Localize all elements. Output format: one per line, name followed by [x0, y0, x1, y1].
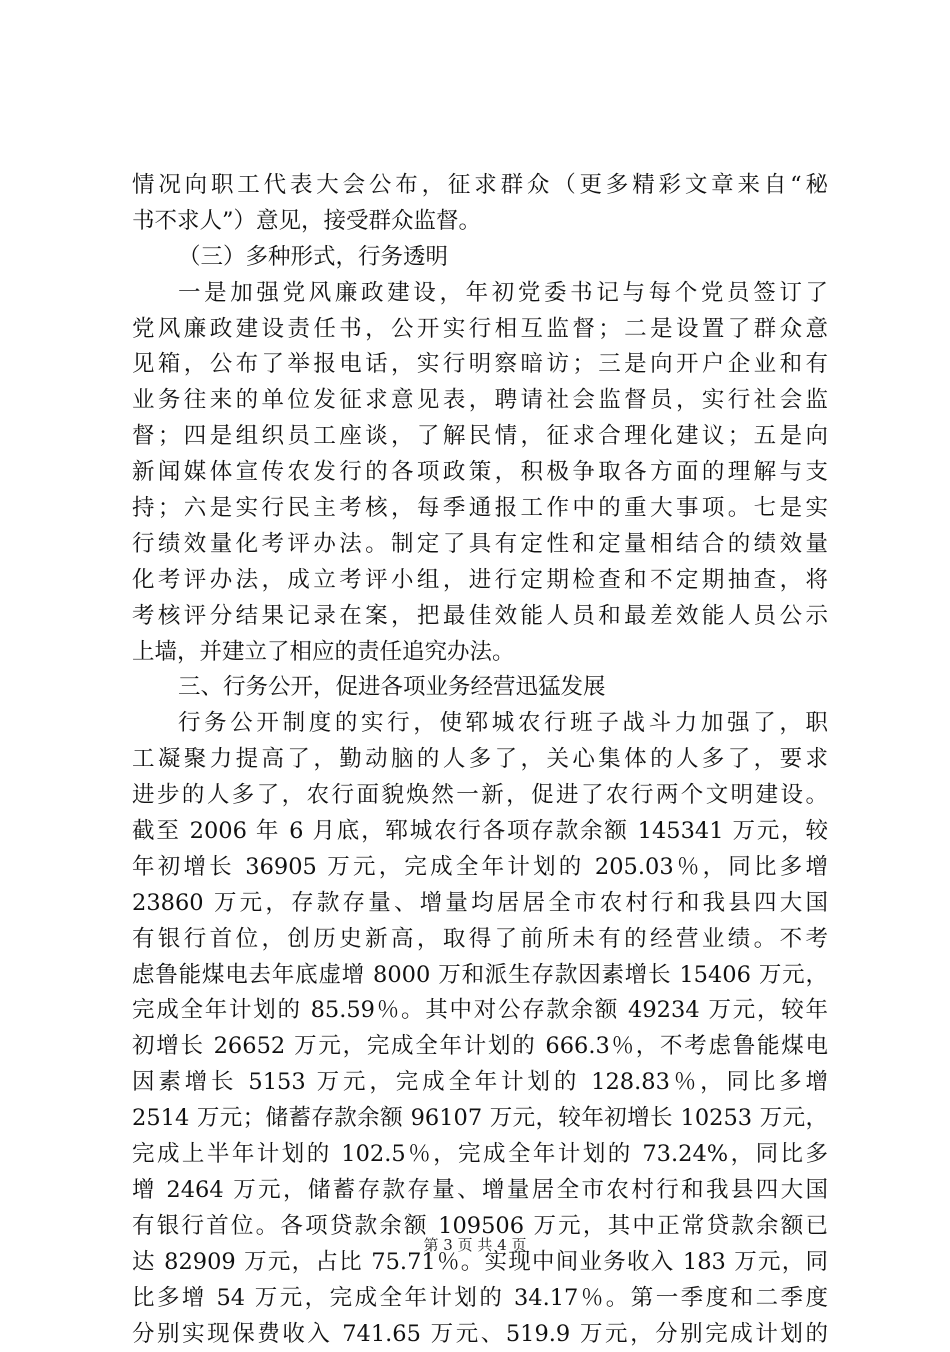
text-line: 见箱，公布了举报电话，实行明察暗访；三是向开户企业和有: [132, 347, 828, 383]
text-line: 有银行首位，创历史新高，取得了前所未有的经营业绩。不考: [132, 922, 828, 958]
text-line: 持；六是实行民主考核，每季通报工作中的重大事项。七是实: [132, 491, 828, 527]
page-footer: 第 3 页 共 4 页: [0, 1234, 950, 1255]
text-line: 工凝聚力提高了，勤动脑的人多了，关心集体的人多了，要求: [132, 742, 828, 778]
text-line: 考核评分结果记录在案，把最佳效能人员和最差效能人员公示: [132, 599, 828, 635]
text-line: 书不求人”）意见，接受群众监督。: [132, 204, 828, 240]
section-heading: （三）多种形式，行务透明: [132, 240, 828, 276]
body-text: [132, 168, 828, 1352]
text-line: 有银行首位。各项贷款余额 109506 万元，其中正常贷款余额已: [132, 1209, 828, 1245]
text-line: 完成上半年计划的 102.5％，完成全年计划的 73.24%，同比多: [132, 1137, 828, 1173]
text-line: 比多增 54 万元，完成全年计划的 34.17％。第一季度和二季度: [132, 1281, 828, 1317]
text-line: 虑鲁能煤电去年底虚增 8000 万和派生存款因素增长 15406 万元，: [132, 958, 828, 994]
text-line: 进步的人多了，农行面貌焕然一新，促进了农行两个文明建设。: [132, 778, 828, 814]
text-line: 上墙，并建立了相应的责任追究办法。: [132, 635, 828, 671]
text-line: 年初增长 36905 万元，完成全年计划的 205.03％，同比多增: [132, 850, 828, 886]
text-line: 23860 万元，存款存量、增量均居居全市农村行和我县四大国: [132, 886, 828, 922]
text-line: 2514 万元；储蓄存款余额 96107 万元，较年初增长 10253 万元，: [132, 1101, 828, 1137]
text-line: 行绩效量化考评办法。制定了具有定性和定量相结合的绩效量: [132, 527, 828, 563]
text-line: 化考评办法，成立考评小组，进行定期检查和不定期抽查，将: [132, 563, 828, 599]
text-line: 因素增长 5153 万元，完成全年计划的 128.83％，同比多增: [132, 1065, 828, 1101]
text-line: 完成全年计划的 85.59％。其中对公存款余额 49234 万元，较年: [132, 993, 828, 1029]
section-heading: 三、行务公开，促进各项业务经营迅猛发展: [132, 670, 828, 706]
text-line: 业务往来的单位发征求意见表，聘请社会监督员，实行社会监: [132, 383, 828, 419]
text-line: 督；四是组织员工座谈，了解民情，征求合理化建议；五是向: [132, 419, 828, 455]
text-line: 党风廉政建设责任书，公开实行相互监督；二是设置了群众意: [132, 312, 828, 348]
text-line: 达 82909 万元，占比 75.71％。实现中间业务收入 183 万元，同: [132, 1245, 828, 1281]
text-line: 行务公开制度的实行，使郓城农行班子战斗力加强了，职: [132, 706, 828, 742]
text-line: 一是加强党风廉政建设，年初党委书记与每个党员签订了: [132, 276, 828, 312]
text-line: 初增长 26652 万元，完成全年计划的 666.3％，不考虑鲁能煤电: [132, 1029, 828, 1065]
text-line: 增 2464 万元，储蓄存款存量、增量居全市农村行和我县四大国: [132, 1173, 828, 1209]
text-line: 新闻媒体宣传农发行的各项政策，积极争取各方面的理解与支: [132, 455, 828, 491]
text-line: 分别实现保费收入 741.65 万元、519.9 万元，分别完成计划的: [132, 1317, 828, 1352]
text-line: 情况向职工代表大会公布，征求群众（更多精彩文章来自“秘: [132, 168, 828, 204]
text-line: 截至 2006 年 6 月底，郓城农行各项存款余额 145341 万元，较: [132, 814, 828, 850]
